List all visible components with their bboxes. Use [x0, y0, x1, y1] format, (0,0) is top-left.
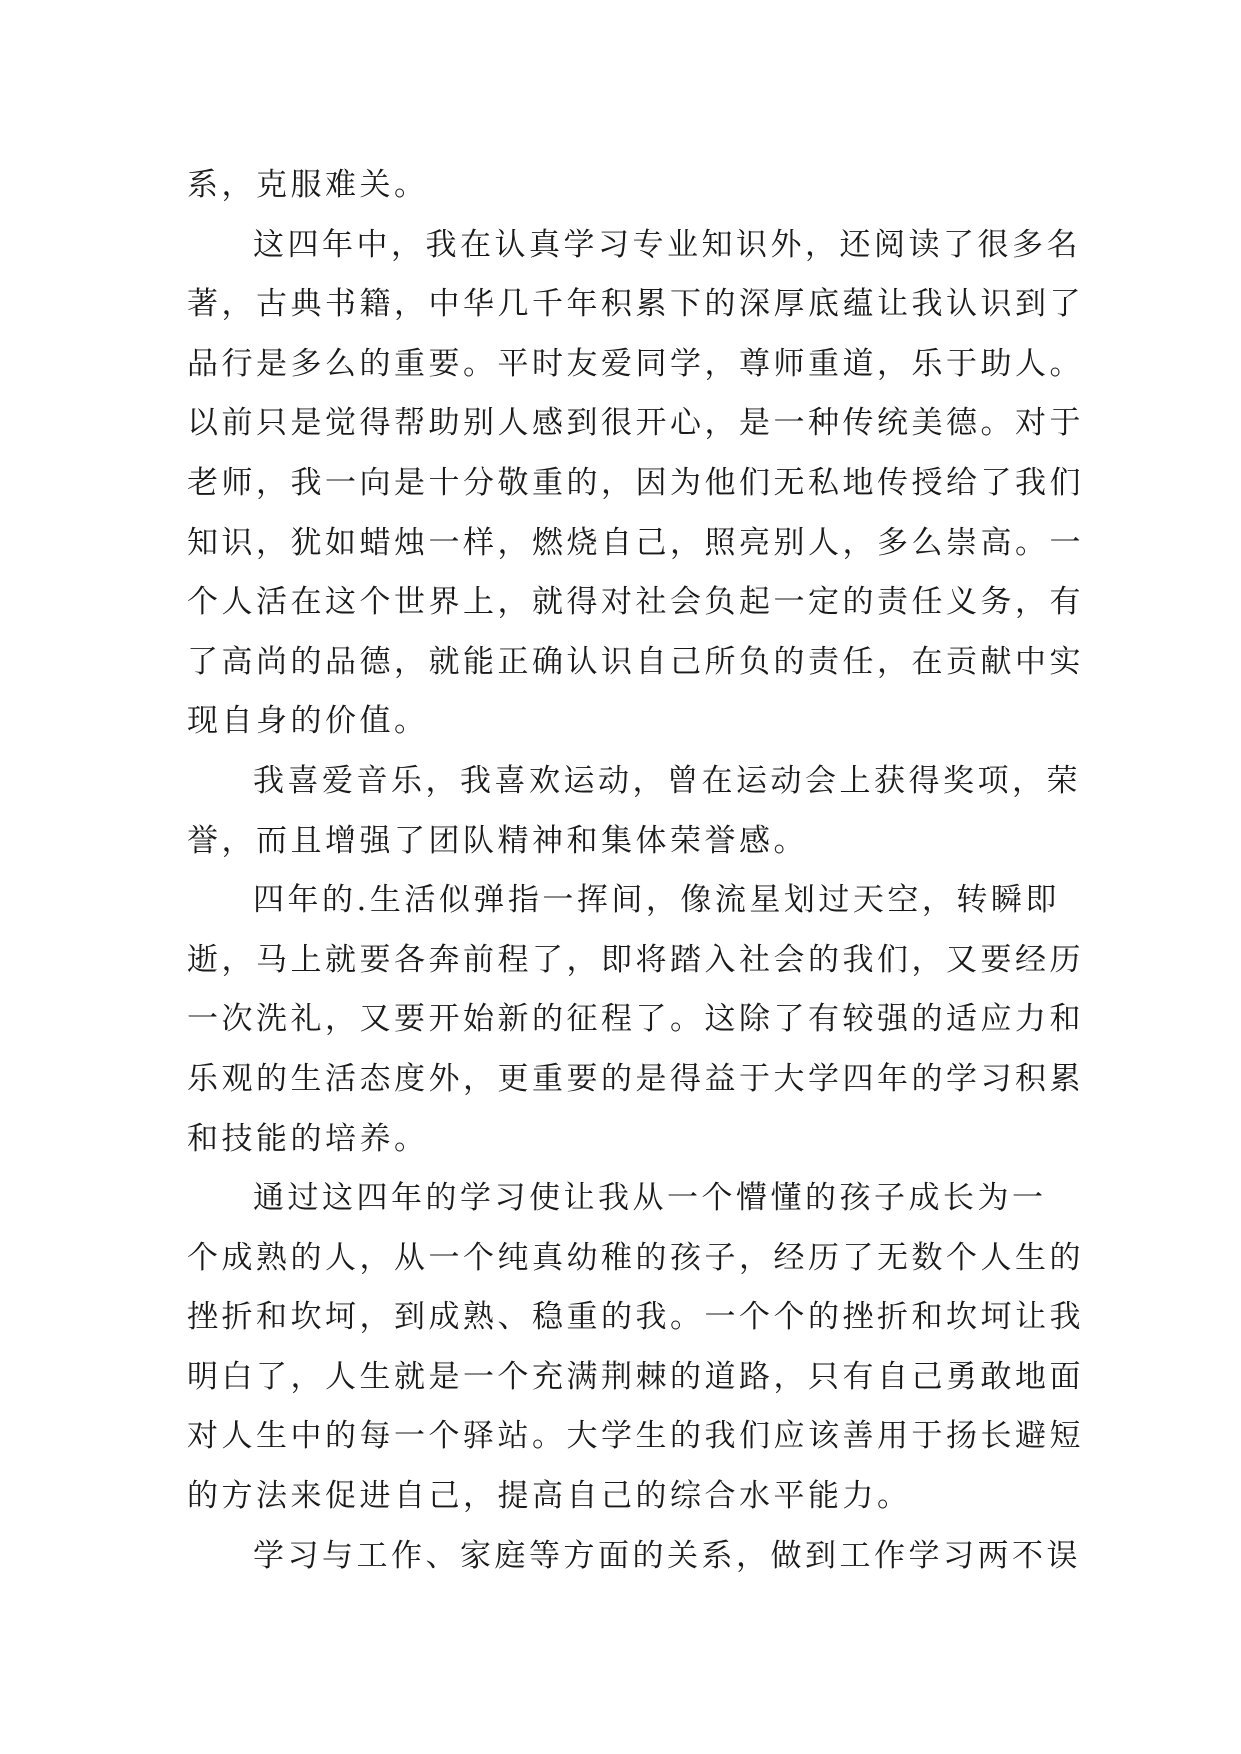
paragraph — [187, 216, 1084, 752]
text-line: 对人生中的每一个驿站。大学生的我们应该善用于扬长避短 — [187, 1418, 1084, 1455]
text-line: 这四年中，我在认真学习专业知识外，还阅读了很多名 — [253, 226, 1081, 263]
text-line: 老师，我一向是十分敬重的，因为他们无私地传授给了我们 — [187, 464, 1084, 501]
text-line: 一次洗礼，又要开始新的征程了。这除了有较强的适应力和 — [187, 1001, 1084, 1038]
text-line: 系，克服难关。 — [187, 167, 429, 203]
text-line: 以前只是觉得帮助别人感到很开心，是一种传统美德。对于 — [187, 405, 1084, 442]
text-line: 著，古典书籍，中华几千年积累下的深厚底蕴让我认识到了 — [187, 286, 1084, 323]
text-line: 挫折和坎坷，到成熟、稳重的我。一个个的挫折和坎坷让我 — [187, 1299, 1084, 1336]
text-line: 品行是多么的重要。平时友爱同学，尊师重道，乐于助人。 — [187, 345, 1084, 382]
text-line: 学习与工作、家庭等方面的关系，做到工作学习两不误 — [253, 1537, 1081, 1574]
text-line: 乐观的生活态度外，更重要的是得益于大学四年的学习积累 — [187, 1060, 1084, 1097]
text-line: 的方法来促进自己，提高自己的综合水平能力。 — [187, 1478, 912, 1515]
paragraph — [187, 156, 1057, 216]
paragraph — [187, 871, 1084, 1169]
text-line: 我喜爱音乐，我喜欢运动，曾在运动会上获得奖项，荣 — [253, 762, 1081, 799]
text-line: 和技能的培养。 — [187, 1120, 429, 1157]
text-line: 现自身的价值。 — [187, 703, 429, 740]
text-line: 了高尚的品德，就能正确认识自己所负的责任，在贡献中实 — [187, 643, 1084, 680]
text-line: 誉，而且增强了团队精神和集体荣誉感。 — [187, 822, 808, 859]
paragraph — [187, 1169, 1084, 1527]
text-line: 逝，马上就要各奔前程了，即将踏入社会的我们，又要经历 — [187, 941, 1084, 978]
text-line: 知识，犹如蜡烛一样，燃烧自己，照亮别人，多么崇高。一 — [187, 524, 1084, 561]
paragraph — [187, 1527, 1081, 1587]
text-line: 明白了，人生就是一个充满荆棘的道路，只有自己勇敢地面 — [187, 1358, 1084, 1395]
paragraph — [187, 752, 1081, 871]
text-line: 通过这四年的学习使让我从一个懵懂的孩子成长为一 — [253, 1180, 1047, 1217]
text-line: 个人活在这个世界上，就得对社会负起一定的责任义务，有 — [187, 584, 1084, 621]
document-body — [187, 156, 1084, 1586]
text-line: 个成熟的人，从一个纯真幼稚的孩子，经历了无数个人生的 — [187, 1239, 1084, 1276]
text-line: 四年的.生活似弹指一挥间，像流星划过天空，转瞬即 — [253, 882, 1060, 919]
